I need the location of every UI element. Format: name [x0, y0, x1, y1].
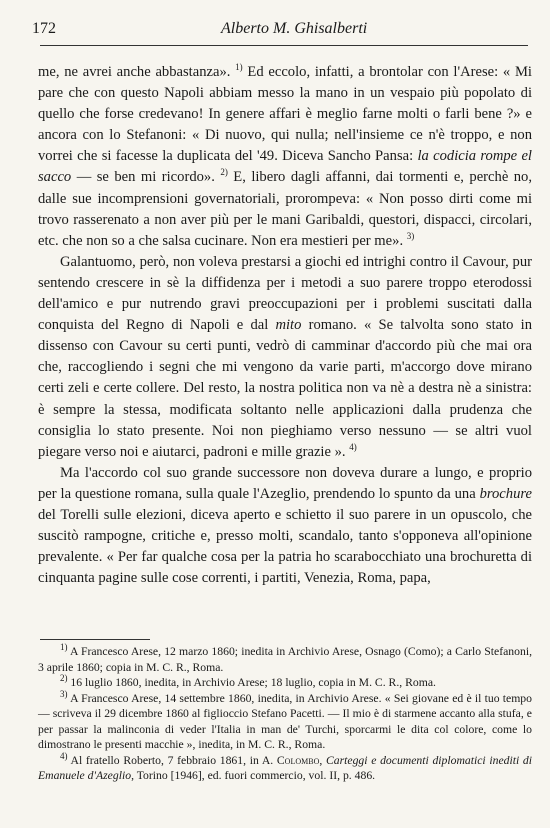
page-number: 172 — [32, 20, 56, 37]
text-run: Galantuomo, però, non voleva prestarsi a giochi ed intrighi contro il Cavour, pur sentendo crescere in sè la diffidenza per i metodi a suo parere troppo eterodossi dell'amico e pur nutrendo gravi preoccupazioni per i problemi suscitati dalla conquista del Regno di Napoli e dal — [38, 253, 532, 334]
text-run: E, libero dagli affanni, dai tormenti e, perchè no, dalle sue incomprensioni governatoriali, prorompeva: « Non posso dirti come mi trovo rasserenato a non aver più per le mani Garibaldi, questori, dispacci, circolari, etc. che non so a che salsa cucinare. Non era mestieri per me». — [38, 169, 532, 249]
footnotes — [38, 644, 532, 784]
italic-run: la codicia rompe el sacco — [38, 148, 532, 186]
small-caps-run: Colombo — [276, 753, 320, 767]
footnote-1 — [38, 644, 532, 675]
footnote-4 — [38, 750, 533, 784]
italic-run: brochure — [479, 485, 532, 502]
text-run: A Francesco Arese, 14 settembre 1860, inedita, in Archivio Arese. « Sei giovane ed è il tuo tempo — scriveva il 29 dicembre 1860 al figlioccio Stefano Pacetti. — Il mio è di starmene accanto alla stufa, e per passar la malinconia di veder l'Italia in man de' Turchi, sporcarmi le dita col colore, come lo dimostrano le presenti macchie », inedita, in M. C. R., Roma. — [38, 691, 532, 751]
text-run: , Torino [1946], ed. fuori commercio, vol. II, p. 486. — [131, 769, 376, 782]
note-reference: 2) — [60, 673, 68, 684]
page-header — [26, 20, 526, 44]
italic-run: Carteggi e documenti diplomatici inediti di Emanuele d'Azeglio — [38, 753, 533, 782]
header-rule — [40, 45, 528, 46]
body-text — [38, 62, 532, 589]
footnote-3 — [38, 688, 532, 753]
note-reference: 1) — [60, 642, 68, 653]
text-run: me, ne avrei anche abbastanza». — [38, 64, 236, 80]
text-run: Al fratello Roberto, 7 febbraio 1861, in A. — [67, 753, 277, 767]
paragraph-1 — [38, 62, 532, 252]
text-run: Ed eccolo, infatti, a brontolar con l'Arese: « Mi pare che con questo Napoli abbiam messo la mano in un vespaio più popolato di quello che forse credevano! In genere affari è meglio farne molti o farli bene ?» e ancora con lo Stefanoni: « Di nuovo, qui nulla; nell'insieme ce n'è troppo, e non vorrei che si facesse la duplicata del '49. Diceva Sancho Pansa: — [38, 64, 532, 165]
text-run: A Francesco Arese, 12 marzo 1860; inedita in Archivio Arese, Osnago (Como); a Carlo Stefanoni, 3 aprile 1860; copia in M. C. R., Roma. — [38, 645, 532, 674]
text-run: del Torelli sulle elezioni, diceva aperto e schietto il suo parere in un opuscolo, che suscitò rampogne, critiche e, presso molti, scandalo, tanto s'opponeva all'opinione prevalente. « Per far qualche cosa per la patria ho scarabocchiato una brochuretta di cinquanta pagine sulle cose correnti, i partiti, Venezia, Roma, papa, — [38, 506, 532, 587]
footnote-rule — [40, 639, 150, 640]
paragraph-3 — [38, 463, 532, 590]
text-run: — se ben mi ricordo». — [71, 169, 221, 186]
note-reference: 2) — [220, 167, 228, 178]
paragraph-2 — [38, 252, 532, 463]
note-reference: 4) — [60, 750, 68, 761]
note-reference: 4) — [349, 441, 357, 452]
note-reference: 1) — [235, 62, 243, 73]
footnote-2 — [38, 675, 532, 691]
text-run: 16 luglio 1860, inedita, in Archivio Arese; 18 luglio, copia in M. C. R., Roma. — [67, 676, 436, 689]
text-run: romano. « Se talvolta sono stato in dissenso con Cavour su certi punti, vedrò di camminar d'accordo più che mai ora che, raccogliendo i segni che mi vengono da varie parti, m'accorgo dove mirano certi zeli e certe collere. Del resto, la nostra politica non va nè a destra nè a sinistra: è sempre la stessa, modificata soltanto nelle applicazioni dalla prudenza che consiglia lo stato presente. Noi non pieghiamo verso nessuno — se altri vuol piegare verso noi e aiutarci, padroni e mille grazie ». — [38, 317, 532, 460]
text-run: Ma l'accordo col suo grande successore non doveva durare a lungo, e proprio per la questione romana, sulla quale l'Azeglio, prendendo lo spunto da una — [38, 464, 532, 502]
text-run: , — [319, 753, 326, 767]
note-reference: 3) — [406, 230, 415, 241]
italic-run: mito — [275, 317, 302, 334]
running-head: Alberto M. Ghisalberti — [221, 20, 368, 37]
note-reference: 3) — [60, 688, 68, 699]
